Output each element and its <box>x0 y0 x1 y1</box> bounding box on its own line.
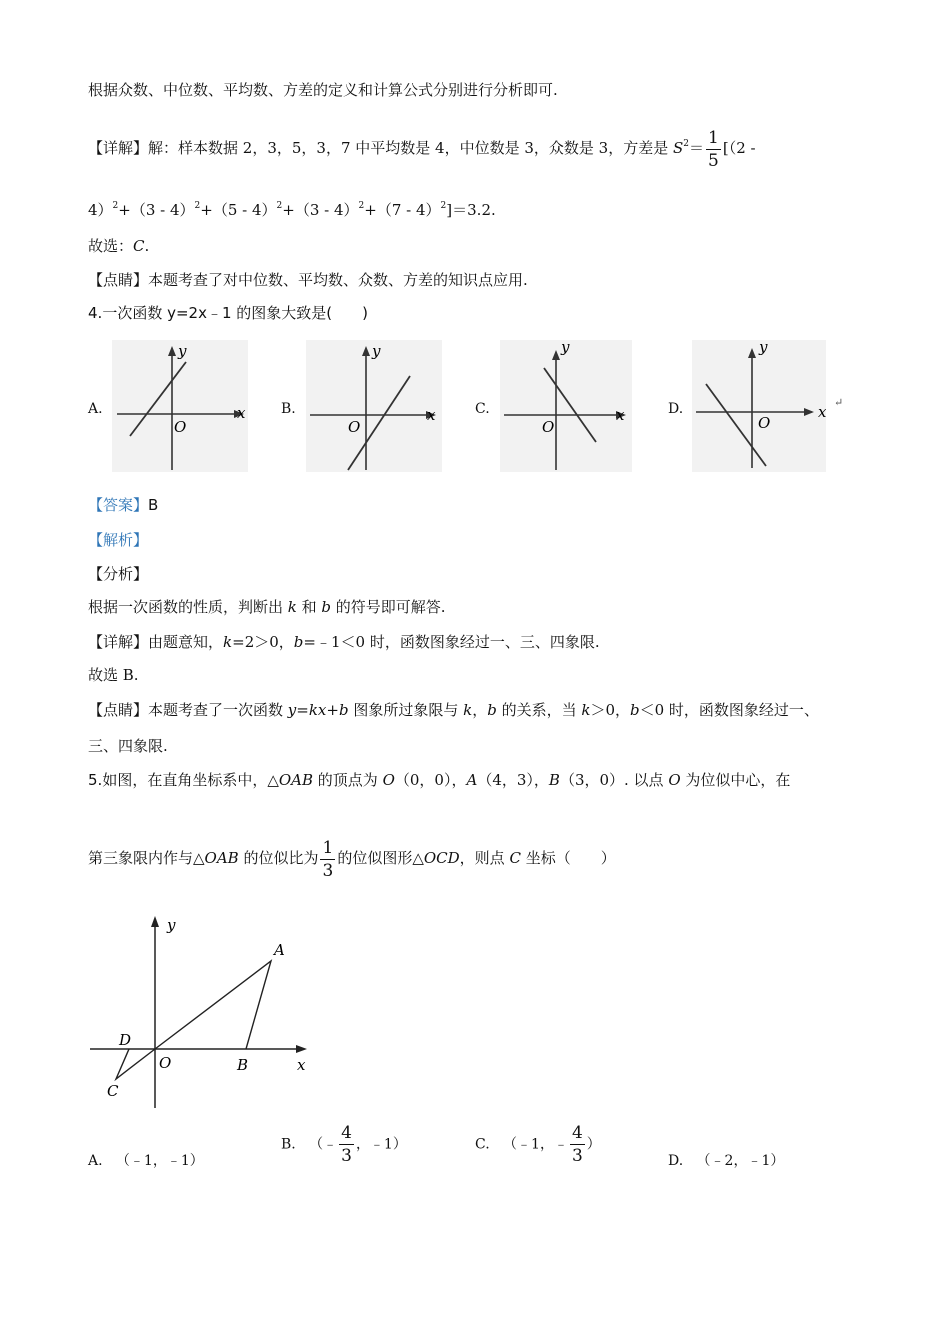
q5-option-a <box>88 1150 204 1170</box>
var-b: b <box>321 598 332 616</box>
option-label: C. <box>475 1136 490 1153</box>
comment-label: 【点睛】 <box>88 701 149 719</box>
q3-detail <box>88 126 756 172</box>
q5-part: 为位似中心，在 <box>680 771 791 789</box>
term-4: +（3 - 4） <box>282 201 359 219</box>
fraction-denominator: 3 <box>341 1146 352 1166</box>
q3-bracket-start: [（2 - <box>722 139 756 157</box>
var-k: k <box>463 701 473 719</box>
question-number: 5. <box>88 771 103 789</box>
option-label: A. <box>88 1153 103 1169</box>
term-5: +（7 - 4） <box>364 201 441 219</box>
y-label: y <box>561 340 570 356</box>
square-2: 2 <box>194 201 201 211</box>
fig-x-label: x <box>297 1056 306 1074</box>
q5-option-d <box>668 1150 784 1170</box>
q4-comment-line2: 三、四象限. <box>88 737 168 755</box>
var-b: b <box>630 701 640 719</box>
fig-y-label: y <box>167 916 176 934</box>
square-1: 2 <box>112 201 119 211</box>
fraction-denominator: 5 <box>708 150 719 171</box>
q4-graph-a <box>112 340 248 472</box>
detail-label: 【详解】 <box>88 633 149 651</box>
point-a: A <box>466 771 478 789</box>
option-text: （﹣1，﹣1） <box>115 1153 204 1169</box>
triangle-oab-shape <box>155 961 271 1049</box>
answer-label: 【答案】 <box>88 496 149 514</box>
triangle-ocd: OCD <box>423 849 460 867</box>
x-label: x <box>237 404 246 422</box>
comment-part: ＜0 时，函数图象经过一、 <box>639 701 819 719</box>
q4-graph-c <box>500 340 632 472</box>
detail-part: 由题意知， <box>148 633 224 651</box>
var-k: k <box>581 701 591 719</box>
choice-letter: C <box>133 237 145 255</box>
fraction-denominator: 3 <box>322 860 334 881</box>
q4-graph-b <box>306 340 442 472</box>
q4-option-a-label: A. <box>88 401 103 417</box>
point-o: O <box>382 771 395 789</box>
point-b: B <box>548 771 560 789</box>
point-o: O <box>668 771 681 789</box>
option-text: （﹣1，﹣ <box>503 1136 568 1153</box>
comment-part: 本题考查了一次函数 <box>148 701 288 719</box>
var-k: k <box>223 633 233 651</box>
fraction-four-thirds <box>570 1122 585 1167</box>
fig-o-label: O <box>159 1054 172 1072</box>
q5-part: 如图，在直角坐标系中，△ <box>102 771 279 789</box>
variance-square: 2 <box>683 139 689 149</box>
fraction-numerator: 4 <box>571 1123 583 1143</box>
option-text: ） <box>586 1136 601 1153</box>
q5-part: 坐标（ ） <box>520 849 616 867</box>
fraction-numerator: 1 <box>708 127 719 148</box>
q5-option-b <box>281 1122 407 1167</box>
comment-text: 本题考查了对中位数、平均数、众数、方差的知识点应用. <box>148 271 528 289</box>
comment-func: y=kx+b <box>287 701 349 719</box>
origin-label: O <box>348 418 361 436</box>
q3-analysis: 根据众数、中位数、平均数、方差的定义和计算公式分别进行分析即可. <box>88 81 558 99</box>
fraction-numerator: 4 <box>341 1123 352 1143</box>
q5-part: 的位似图形△ <box>337 849 424 867</box>
triangle-ocd-shape <box>116 1049 155 1079</box>
question-number: 4. <box>88 304 103 322</box>
comment-part: 图象所过象限与 <box>348 701 464 719</box>
y-label: y <box>372 342 381 360</box>
q4-jiexi-label: 【解析】 <box>88 531 149 549</box>
q4-comment <box>88 700 819 720</box>
q5-question-line1 <box>88 770 790 790</box>
q4-fenxi-text <box>88 597 446 617</box>
comment-label: 【点睛】 <box>88 271 149 289</box>
fraction-four-thirds <box>339 1122 354 1167</box>
question-text: 一次函数 y=2x﹣1 的图象大致是( ) <box>102 304 368 322</box>
variance-symbol: S <box>672 139 684 157</box>
q3-comment <box>88 270 528 290</box>
fraction-one-fifth <box>706 127 721 172</box>
fig-d-label: D <box>119 1031 132 1049</box>
q4-graph-d <box>692 340 826 472</box>
q5-question-line2 <box>88 836 616 882</box>
q3-variance-sum <box>88 200 496 220</box>
x-label: x <box>427 406 436 424</box>
x-axis-arrow <box>296 1045 307 1053</box>
option-label: D. <box>668 1153 684 1169</box>
q4-answer <box>88 495 158 515</box>
option-text: （﹣2，﹣1） <box>696 1153 785 1169</box>
y-label: y <box>178 342 187 360</box>
square-4: 2 <box>358 201 365 211</box>
x-label: x <box>616 406 625 424</box>
y-axis-arrow <box>151 916 159 927</box>
fraction-denominator: 3 <box>571 1146 583 1166</box>
choice-suffix: . <box>144 237 150 255</box>
q4-option-b-label: B. <box>281 401 296 417</box>
point-c: C <box>509 849 521 867</box>
x-label: x <box>818 403 826 421</box>
q5-part: （4，3）， <box>477 771 549 789</box>
origin-label: O <box>758 414 771 432</box>
choice-prefix: 故选： <box>88 237 134 255</box>
fig-c-label: C <box>107 1082 119 1100</box>
term-2: +（3 - 4） <box>118 201 195 219</box>
var-k: k <box>287 598 297 616</box>
comment-part: 的关系，当 <box>496 701 582 719</box>
q4-question <box>88 303 368 323</box>
origin-label: O <box>542 418 555 436</box>
fenxi-part: 的符号即可解答. <box>331 598 446 616</box>
fig-a-label: A <box>274 941 285 959</box>
fig-b-label: B <box>237 1056 249 1074</box>
q4-option-d-label: D. <box>668 401 684 417</box>
answer-value: B <box>148 496 159 514</box>
graph-background <box>692 340 826 472</box>
fenxi-part: 和 <box>296 598 322 616</box>
option-text: ，﹣1） <box>355 1136 407 1153</box>
equals-sign: ＝ <box>689 139 705 157</box>
q5-part: ，则点 <box>459 849 510 867</box>
origin-label: O <box>174 418 187 436</box>
q4-option-c-label: C. <box>475 401 490 417</box>
triangle-oab: OAB <box>204 849 239 867</box>
option-label: B. <box>281 1136 296 1153</box>
fraction-one-third <box>320 837 335 882</box>
q5-part: （3，0）. 以点 <box>559 771 669 789</box>
q3-detail-label: 【详解】 <box>88 139 149 157</box>
term-1: 4） <box>88 201 113 219</box>
square-5: 2 <box>440 201 447 211</box>
q4-fenxi-label: 【分析】 <box>88 565 149 583</box>
fraction-numerator: 1 <box>322 837 334 858</box>
triangle-oab: OAB <box>278 771 314 789</box>
q5-option-c <box>475 1122 601 1167</box>
q5-part: 的顶点为 <box>313 771 383 789</box>
comment-part: ＞0， <box>590 701 631 719</box>
q3-choice <box>88 236 149 256</box>
detail-part: =﹣1＜0 时，函数图象经过一、三、四象限. <box>303 633 600 651</box>
var-b: b <box>487 701 497 719</box>
comment-part: ， <box>472 701 488 719</box>
option-text: （﹣ <box>309 1136 338 1153</box>
q5-part: 的位似比为 <box>238 849 319 867</box>
q5-coordinate-figure <box>85 910 325 1110</box>
graph-background <box>500 340 632 472</box>
detail-part: =2＞0， <box>232 633 294 651</box>
q4-choice: 故选 B. <box>88 666 139 684</box>
q3-detail-text: 解：样本数据 2，3，5，3，7 中平均数是 4，中位数是 3，众数是 3，方差是 <box>148 139 673 157</box>
q5-part: （0，0）， <box>394 771 467 789</box>
variance-result: ]＝3.2. <box>446 201 496 219</box>
fenxi-part: 根据一次函数的性质，判断出 <box>88 598 288 616</box>
y-label: y <box>759 340 768 356</box>
return-mark: ↵ <box>834 396 844 409</box>
q4-detail <box>88 632 600 652</box>
q5-part: 第三象限内作与△ <box>88 849 205 867</box>
var-b: b <box>293 633 304 651</box>
square-3: 2 <box>276 201 283 211</box>
term-3: +（5 - 4） <box>200 201 277 219</box>
